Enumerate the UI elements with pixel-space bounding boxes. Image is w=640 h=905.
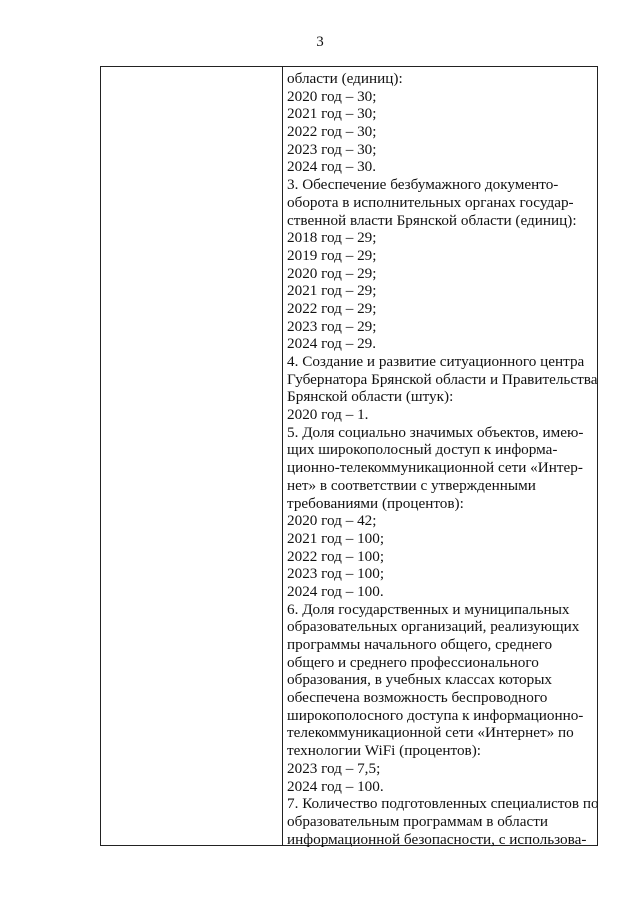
text-line: 2023 год – 100; [287, 565, 385, 583]
text-line: оборота в исполнительных органах государ- [287, 193, 574, 211]
text-line: 2024 год – 29. [287, 335, 377, 353]
text-line: телекоммуникационной сети «Интернет» по [287, 724, 574, 742]
text-line: 2023 год – 30; [287, 140, 377, 158]
table-right-cell [287, 70, 597, 848]
text-line: 2020 год – 42; [287, 512, 377, 530]
text-line: 2023 год – 7,5; [287, 759, 381, 777]
text-line: 2021 год – 29; [287, 282, 377, 300]
text-line: 7. Количество подготовленных специалистов по [287, 795, 599, 813]
text-line: 3. Обеспечение безбумажного документо- [287, 176, 559, 194]
text-line: технологии WiFi (процентов): [287, 742, 482, 760]
text-line: 2021 год – 100; [287, 529, 385, 547]
text-line: ственной власти Брянской области (единиц): [287, 211, 577, 229]
text-line: 6. Доля государственных и муниципальных [287, 600, 570, 618]
text-line: 2022 год – 29; [287, 299, 377, 317]
text-line: информационной безопасности, с использова- [287, 830, 587, 848]
document-table [100, 66, 598, 846]
table-left-cell [101, 67, 283, 845]
text-line: общего и среднего профессионального [287, 653, 539, 671]
text-line: 2020 год – 1. [287, 406, 369, 424]
text-line: широкополосного доступа к информационно- [287, 706, 584, 724]
text-line: Губернатора Брянской области и Правительства [287, 370, 598, 388]
text-line: образовательных организаций, реализующих [287, 618, 580, 636]
text-line: 2020 год – 29; [287, 264, 377, 282]
text-line: области (единиц): [287, 70, 403, 87]
text-line: 2024 год – 100. [287, 582, 384, 600]
text-line: образования, в учебных классах которых [287, 671, 553, 689]
text-line: 2019 год – 29; [287, 246, 377, 264]
text-line: нет» в соответствии с утвержденными [287, 476, 536, 494]
text-line: Брянской области (штук): [287, 388, 454, 406]
text-line: 2020 год – 30; [287, 87, 377, 105]
text-line: 2023 год – 29; [287, 317, 377, 335]
text-line: требованиями (процентов): [287, 494, 464, 512]
text-line: 4. Создание и развитие ситуационного центра [287, 353, 585, 370]
text-line: 2022 год – 30; [287, 123, 377, 141]
text-line: 5. Доля социально значимых объектов, имею- [287, 423, 584, 441]
text-line: 2021 год – 30; [287, 105, 377, 123]
text-line: обеспечена возможность беспроводного [287, 689, 548, 707]
text-line: программы начального общего, среднего [287, 636, 553, 653]
text-line: 2018 год – 29; [287, 229, 377, 247]
text-line: образовательным программам в области [287, 812, 548, 830]
page-number: 3 [316, 34, 324, 50]
text-line: 2024 год – 30. [287, 158, 377, 176]
text-line: 2022 год – 100; [287, 547, 385, 565]
text-line: ционно-телекоммуникационной сети «Интер- [287, 459, 583, 477]
text-line: щих широкополосный доступ к информа- [287, 441, 558, 459]
text-line: 2024 год – 100. [287, 777, 384, 795]
